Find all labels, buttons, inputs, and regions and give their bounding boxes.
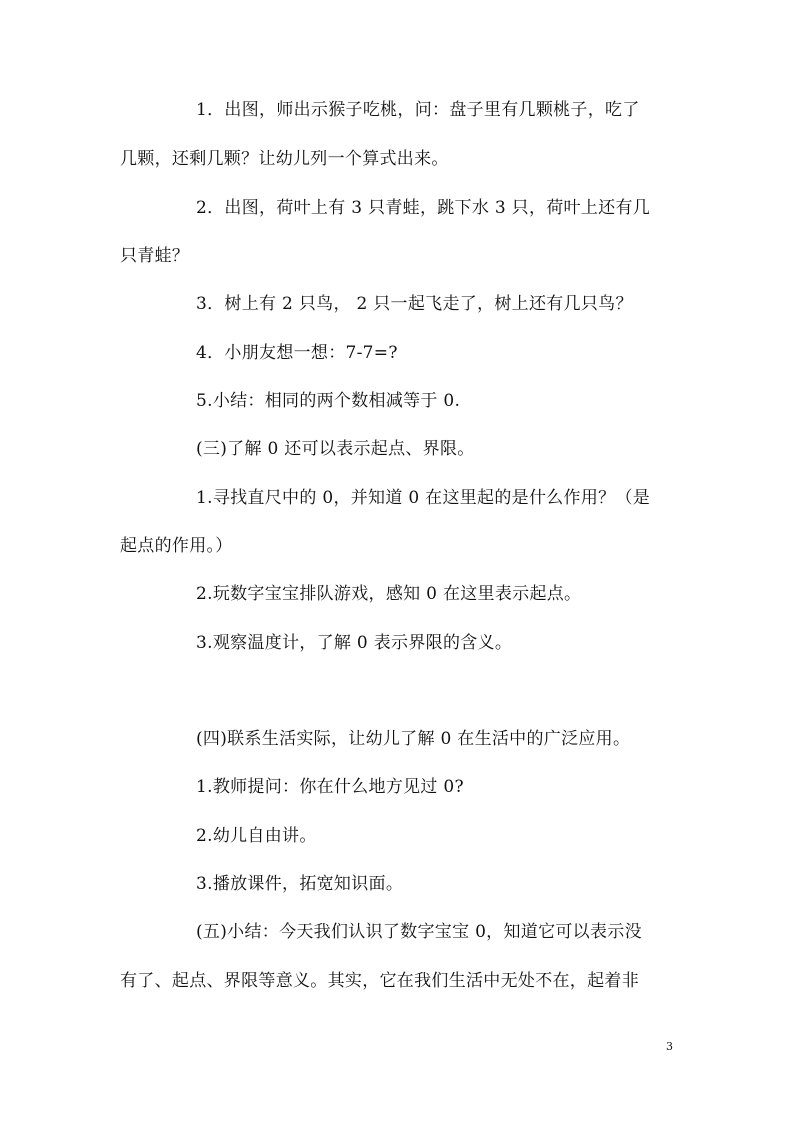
section-heading-5-line-2: 有了、起点、界限等意义。其实，它在我们生活中无处不在，起着非 — [120, 971, 639, 991]
page-number: 3 — [666, 1040, 673, 1053]
paragraph-9: 3.观察温度计，了解 0 表示界限的含义。 — [196, 633, 513, 653]
paragraph-4: 4．小朋友想一想：7-7=? — [196, 343, 398, 363]
paragraph-2-line-1: 2．出图，荷叶上有 3 只青蛙，跳下水 3 只，荷叶上还有几 — [196, 198, 651, 218]
paragraph-11: 1.教师提问：你在什么地方见过 0? — [196, 777, 464, 797]
paragraph-13: 3.播放课件，拓宽知识面。 — [196, 874, 404, 894]
section-heading-4: (四)联系生活实际，让幼儿了解 0 在生活中的广泛应用。 — [196, 729, 631, 749]
paragraph-7-line-2: 起点的作用。） — [120, 536, 233, 556]
paragraph-12: 2.幼儿自由讲。 — [196, 826, 317, 846]
paragraph-5: 5.小结：相同的两个数相减等于 0. — [196, 391, 461, 411]
paragraph-3: 3．树上有 2 只鸟， 2 只一起飞走了，树上还有几只鸟？ — [196, 294, 633, 314]
paragraph-2-line-2: 只青蛙？ — [120, 246, 190, 266]
paragraph-7-line-1: 1.寻找直尺中的 0，并知道 0 在这里起的是什么作用？（是 — [196, 488, 651, 508]
paragraph-8: 2.玩数字宝宝排队游戏，感知 0 在这里表示起点。 — [196, 584, 582, 604]
paragraph-1-line-1: 1．出图，师出示猴子吃桃，问：盘子里有几颗桃子，吃了 — [196, 100, 640, 120]
section-heading-3: (三)了解 0 还可以表示起点、界限。 — [196, 439, 475, 459]
paragraph-1-line-2: 几颗，还剩几颗？让幼儿列一个算式出来。 — [120, 149, 449, 169]
section-heading-5-line-1: (五)小结：今天我们认识了数字宝宝 0，知道它可以表示没 — [196, 922, 642, 942]
